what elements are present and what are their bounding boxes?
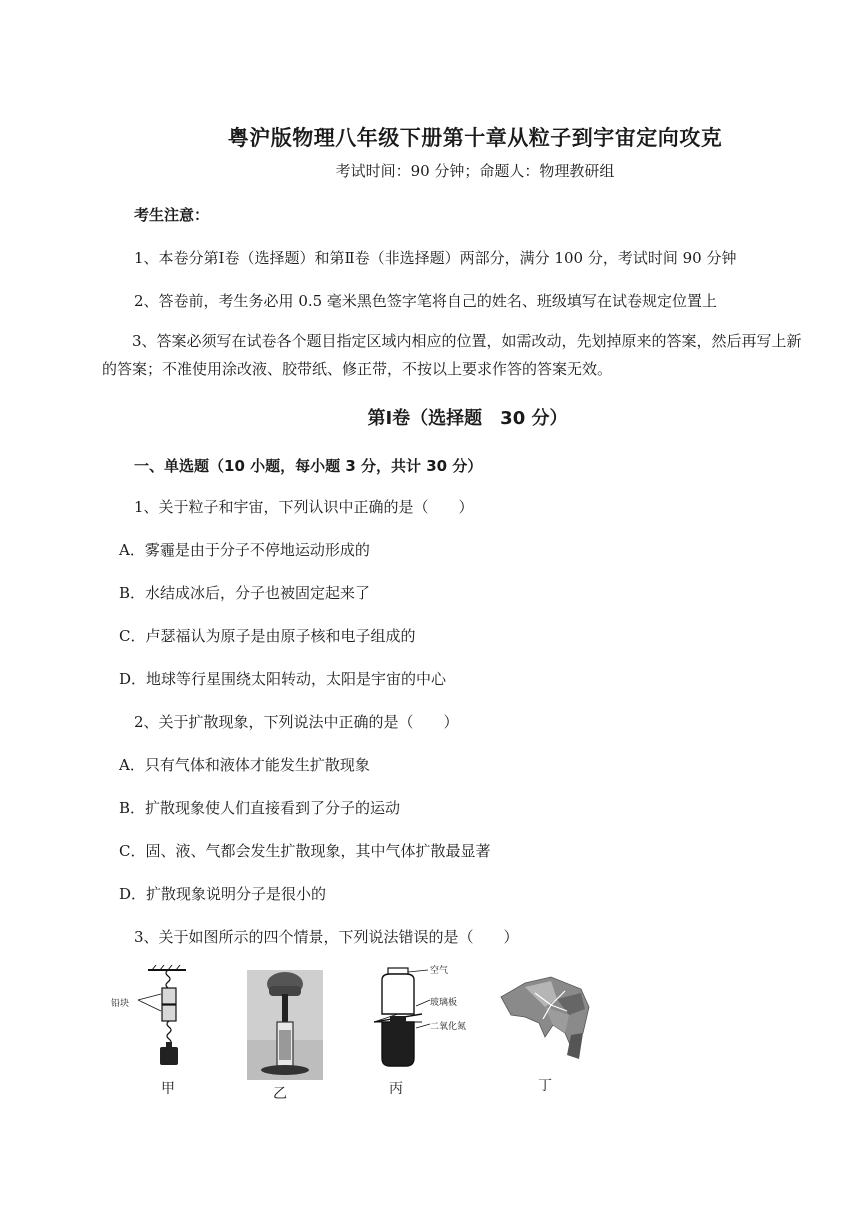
glass-plate-label: 玻璃板 <box>430 998 458 1008</box>
notice-item: 3、答案必须写在试卷各个题目指定区域内相应的位置，如需改动，先划掉原来的答案，然后再写上新的答案；不准使用涂改液、胶带纸、修正带，不按以上要求作答的答案无效。 <box>102 332 802 378</box>
option-b: B．扩散现象使人们直接看到了分子的运动 <box>119 799 401 817</box>
option-c: C．卢瑟福认为原子是由原子核和电子组成的 <box>119 627 416 645</box>
option-a: A．雾霾是由于分子不停地运动形成的 <box>119 541 370 559</box>
option-d: D．扩散现象说明分子是很小的 <box>119 885 327 903</box>
notice-item: 2、答卷前，考生务必用 0.5 毫米黑色签字笔将自己的姓名、班级填写在试卷规定位置上 <box>134 292 717 310</box>
air-label: 空气 <box>430 966 449 976</box>
lead-block-figure <box>108 962 198 1080</box>
notice-heading: 考生注意： <box>134 206 210 224</box>
notice-item: 1、本卷分第Ⅰ卷（选择题）和第Ⅱ卷（非选择题）两部分，满分 100 分，考试时间 90 分钟 <box>134 249 737 267</box>
option-a: A．只有气体和液体才能发生扩散现象 <box>119 756 370 774</box>
section-title: 第Ⅰ卷（选择题 30 分） <box>367 408 568 429</box>
option-d: D．地球等行星围绕太阳转动，太阳是宇宙的中心 <box>119 670 447 688</box>
option-b: B．水结成冰后，分子也被固定起来了 <box>119 584 371 602</box>
question-stem: 3、关于如图所示的四个情景，下列说法错误的是（ ） <box>134 928 519 946</box>
no2-label: 二氧化氮 <box>430 1022 467 1032</box>
part-heading: 一、单选题（10 小题，每小题 3 分，共计 30 分） <box>134 457 483 475</box>
figure-label-a: 甲 <box>161 1081 175 1097</box>
page-title: 粤沪版物理八年级下册第十章从粒子到宇宙定向攻克 <box>227 126 723 150</box>
question-stem: 2、关于扩散现象，下列说法中正确的是（ ） <box>134 713 459 731</box>
lead-block-label: 铅块 <box>111 999 130 1009</box>
exam-info: 考试时间：90 分钟；命题人：物理教研组 <box>335 162 615 180</box>
figure-label-b: 乙 <box>273 1086 287 1102</box>
paper-figure <box>495 975 595 1065</box>
figure-label-d: 丁 <box>538 1078 552 1094</box>
syringe-photo <box>247 970 323 1080</box>
question-stem: 1、关于粒子和宇宙，下列认识中正确的是（ ） <box>134 498 474 516</box>
figure-label-c: 丙 <box>389 1081 403 1097</box>
option-c: C．固、液、气都会发生扩散现象，其中气体扩散最显著 <box>119 842 491 860</box>
